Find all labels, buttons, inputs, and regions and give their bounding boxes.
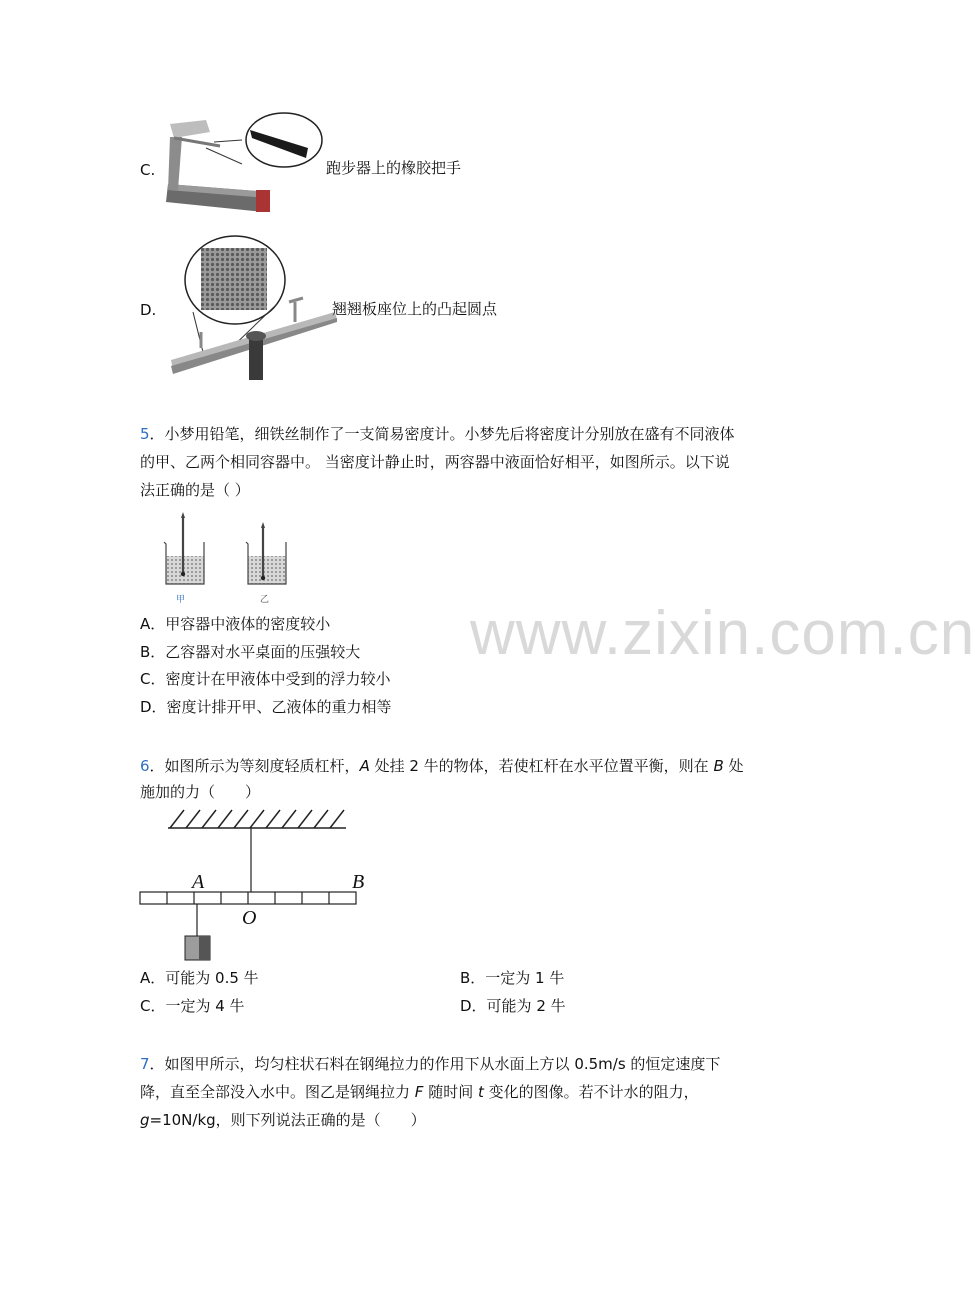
q6-stem-line-2: 施加的力（ ） bbox=[140, 783, 261, 801]
q6-label-b: B bbox=[352, 871, 365, 893]
beaker-jia bbox=[164, 512, 204, 584]
q6-number: 6 bbox=[140, 757, 150, 775]
q5-option-b: B．乙容器对水平桌面的压强较大 bbox=[140, 643, 361, 661]
q4-option-c-letter: C. bbox=[140, 161, 156, 179]
watermark: www.zixin.com.cn bbox=[470, 599, 975, 668]
q6-label-o: O bbox=[242, 907, 257, 929]
q4-option-c-caption: 跑步器上的橡胶把手 bbox=[326, 159, 462, 177]
q6-option-c: C．一定为 4 牛 bbox=[140, 997, 245, 1015]
q6-option-a: A．可能为 0.5 牛 bbox=[140, 969, 259, 987]
q5-stem-line-3: 法正确的是（ ） bbox=[140, 481, 250, 499]
q5-option-a: A．甲容器中液体的密度较小 bbox=[140, 615, 331, 633]
q5-option-d: D．密度计排开甲、乙液体的重力相等 bbox=[140, 698, 392, 716]
q7-stem-line-2: 降，直至全部没入水中。图乙是钢绳拉力 F 随时间 t 变化的图像。若不计水的阻力， bbox=[140, 1083, 699, 1101]
q6-lever-figure bbox=[136, 806, 376, 964]
q5-label-jia: 甲 bbox=[176, 595, 186, 605]
q4-option-d-caption: 翘翘板座位上的凸起圆点 bbox=[332, 300, 498, 318]
q7-number: 7 bbox=[140, 1055, 150, 1073]
q5-option-c: C．密度计在甲液体中受到的浮力较小 bbox=[140, 670, 391, 688]
q6-option-d: D．可能为 2 牛 bbox=[460, 997, 566, 1015]
q5-number: 5 bbox=[140, 425, 150, 443]
seesaw-icon bbox=[165, 232, 340, 384]
q6-option-b: B．一定为 1 牛 bbox=[460, 969, 565, 987]
q7-stem-line-3: g=10N/kg，则下列说法正确的是（ ） bbox=[140, 1111, 426, 1129]
q7-stem-line-1: 7．如图甲所示，均匀柱状石料在钢绳拉力的作用下从水面上方以 0.5m/s 的恒定速度下 bbox=[140, 1055, 721, 1073]
q6-stem-line-1: 6．如图所示为等刻度轻质杠杆，A 处挂 2 牛的物体，若使杠杆在水平位置平衡，则在 B 处 bbox=[140, 757, 744, 775]
q5-stem-line-2: 的甲、乙两个相同容器中。 当密度计静止时，两容器中液面恰好相平，如图所示。以下说 bbox=[140, 453, 730, 471]
q5-stem-line-1: 5．小梦用铅笔，细铁丝制作了一支简易密度计。小梦先后将密度计分别放在盛有不同液体 bbox=[140, 425, 735, 443]
q5-label-yi: 乙 bbox=[260, 595, 270, 605]
beaker-yi bbox=[246, 522, 286, 584]
q6-label-a: A bbox=[192, 871, 205, 893]
treadmill-icon bbox=[160, 112, 325, 222]
q4-option-d-letter: D. bbox=[140, 301, 157, 319]
